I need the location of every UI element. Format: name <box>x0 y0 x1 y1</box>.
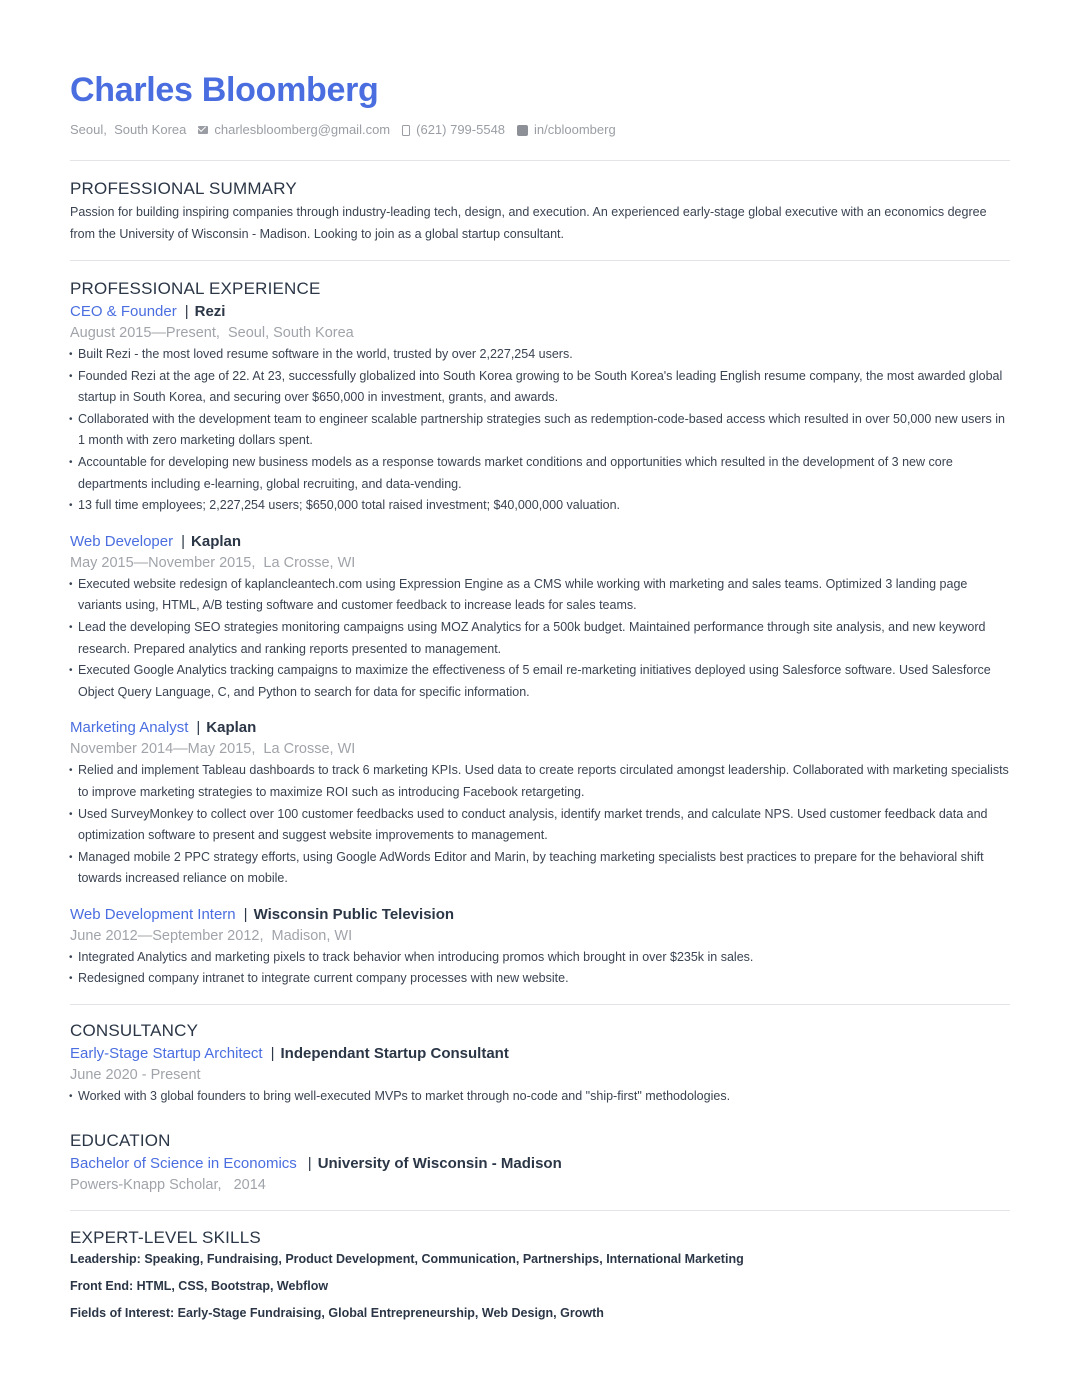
job-entry <box>70 301 1010 517</box>
job-meta: June 2012—September 2012, Madison, WI <box>70 927 353 944</box>
consultancy-org: Independant Startup Consultant <box>280 1045 509 1063</box>
bullet: • Built Rezi - the most loved resume software in the world, trusted by over 2,227,254 users. <box>70 344 1010 366</box>
job-heading <box>70 904 1010 926</box>
job-heading <box>70 531 1010 553</box>
job-role: Web Development Intern <box>70 905 236 923</box>
section-title-experience: PROFESSIONAL EXPERIENCE <box>70 279 321 298</box>
bullet: • Used SurveyMonkey to collect over 100 customer feedbacks used to conduct analysis, identify market trends, and calculate NPS. Used customer feedback data and optimization software to present and suggest website improvements to management. <box>70 804 1010 847</box>
education-meta: Powers-Knapp Scholar, 2014 <box>70 1176 266 1193</box>
job-meta: May 2015—November 2015, La Crosse, WI <box>70 554 356 571</box>
job-org: Rezi <box>194 303 226 320</box>
bullet: • Founded Rezi at the age of 22. At 23, successfully globalized into South Korea growing to be South Korea's leading English resume company, the most awarded global startup in South Korea, and securing over $650,000 in investment, grants, and awards. <box>70 366 1010 409</box>
bullet: • Managed mobile 2 PPC strategy efforts, using Google AdWords Editor and Marin, by teaching marketing specialists best practices to prepare for the behavioral shift towards increased reliance on mobile. <box>70 847 1010 890</box>
section-title-education: EDUCATION <box>70 1130 171 1150</box>
phone-icon <box>402 125 410 136</box>
section-title-consultancy: CONSULTANCY <box>70 1021 199 1041</box>
bullet: • Accountable for developing new business models as a response towards market conditions and opportunities which resulted in the development of 3 new core departments including e-learning, global recruiting, and data-vending. <box>70 452 1010 495</box>
resume-header <box>70 70 1010 138</box>
consultancy-meta: June 2020 - Present <box>70 1067 201 1084</box>
summary-text: Passion for building inspiring companies through industry-leading tech, design, and execution. An experienced early-stage global executive with an economics degree from the University of Wisconsin - Madison. Looking to join as a global startup consultant. <box>70 205 987 241</box>
separator: | <box>307 1154 312 1172</box>
education-heading <box>70 1153 1010 1175</box>
bullet: • Lead the developing SEO strategies monitoring campaigns using MOZ Analytics for a 500k budget. Maintained performance through site analysis, and new keyword research. Prepared analytics and ranking reports presented to management. <box>70 617 1010 660</box>
contact-linkedin[interactable] <box>517 122 616 138</box>
bullet: • 13 full time employees; 2,227,254 users; $650,000 total raised investment; $40,000,000 valuation. <box>70 495 1010 517</box>
contact-location <box>70 122 186 138</box>
job-bullets <box>70 344 1010 517</box>
consultancy-section <box>70 1005 1010 1126</box>
section-title-skills: EXPERT-LEVEL SKILLS <box>70 1227 261 1247</box>
mail-icon <box>198 126 208 134</box>
location-text: Seoul, South Korea <box>70 122 187 137</box>
job-role: CEO & Founder <box>70 303 177 320</box>
contact-phone <box>402 122 505 138</box>
phone-text: (621) 799-5548 <box>416 122 506 137</box>
section-title-summary: PROFESSIONAL SUMMARY <box>70 179 297 198</box>
job-entry <box>70 531 1010 704</box>
bullet: • Relied and implement Tableau dashboards to track 6 marketing KPIs. Used data to create reports circulated amongst leadership. Collaborated with marketing specialists to improve marketing strategies to maximize ROI such as introducing Facebook retargeting. <box>70 760 1010 803</box>
job-entry <box>70 904 1010 990</box>
job-role: Marketing Analyst <box>70 719 189 737</box>
job-role: Web Developer <box>70 532 174 550</box>
bullet: • Integrated Analytics and marketing pixels to track behavior when introducing promos which brought in over $235k in sales. <box>70 947 1010 969</box>
bullet: • Executed Google Analytics tracking campaigns to maximize the effectiveness of 5 email re-marketing initiatives deployed using Salesforce software. Used Salesforce Object Query Language, C, and Python to search for data for specific information. <box>70 660 1010 703</box>
candidate-name: Charles Bloomberg <box>70 71 379 109</box>
job-org: Kaplan <box>191 532 242 550</box>
skill-line: Leadership: Speaking, Fundraising, Product Development, Communication, Partnerships, International Marketing <box>70 1251 744 1266</box>
summary-section <box>70 161 1010 260</box>
job-bullets <box>70 947 1010 990</box>
job-org: Kaplan <box>206 719 257 737</box>
bullet: • Collaborated with the development team to engineer scalable partnership strategies such as redemption-code-based access which resulted in over 50,000 new users in 1 month with zero marketing dollars spent. <box>70 409 1010 452</box>
job-meta: November 2014—May 2015, La Crosse, WI <box>70 741 356 758</box>
contact-email[interactable] <box>198 122 390 138</box>
consultancy-heading <box>70 1043 1010 1065</box>
separator: | <box>184 303 189 320</box>
separator: | <box>243 905 248 923</box>
job-bullets <box>70 574 1010 704</box>
contact-info <box>70 122 1010 138</box>
resume-page <box>70 70 1010 1346</box>
linkedin-icon: in <box>518 125 527 135</box>
skill-line: Fields of Interest: Early-Stage Fundraising, Global Entrepreneurship, Web Design, Growth <box>70 1305 604 1320</box>
separator: | <box>196 719 201 737</box>
job-org: Wisconsin Public Television <box>253 905 455 923</box>
consultancy-role: Early-Stage Startup Architect <box>70 1045 263 1063</box>
education-degree: Bachelor of Science in Economics <box>70 1154 297 1172</box>
job-entry <box>70 717 1010 890</box>
linkedin-text[interactable]: in/cbloomberg <box>534 122 616 137</box>
job-heading <box>70 301 1010 323</box>
experience-section <box>70 261 1010 1004</box>
job-heading <box>70 717 1010 739</box>
skill-line: Front End: HTML, CSS, Bootstrap, Webflow <box>70 1278 329 1293</box>
separator: | <box>270 1045 275 1063</box>
education-school: University of Wisconsin - Madison <box>317 1154 562 1172</box>
education-section <box>70 1126 1010 1210</box>
job-bullets <box>70 760 1010 890</box>
consultancy-bullets <box>70 1086 1010 1108</box>
bullet: • Executed website redesign of kaplancleantech.com using Expression Engine as a CMS while working with marketing and sales teams. Optimized 3 landing page variants using, HTML, A/B testing software and customer feedback to increase leads for sales teams. <box>70 574 1010 617</box>
bullet: • Worked with 3 global founders to bring well-executed MVPs to market through no-code and "ship-first" methodologies. <box>70 1086 1010 1108</box>
skills-section <box>70 1211 1010 1346</box>
job-meta: August 2015—Present, Seoul, South Korea <box>70 325 354 341</box>
bullet: • Redesigned company intranet to integrate current company processes with new website. <box>70 968 1010 990</box>
separator: | <box>181 532 186 550</box>
email-text[interactable]: charlesbloomberg@gmail.com <box>214 122 391 137</box>
